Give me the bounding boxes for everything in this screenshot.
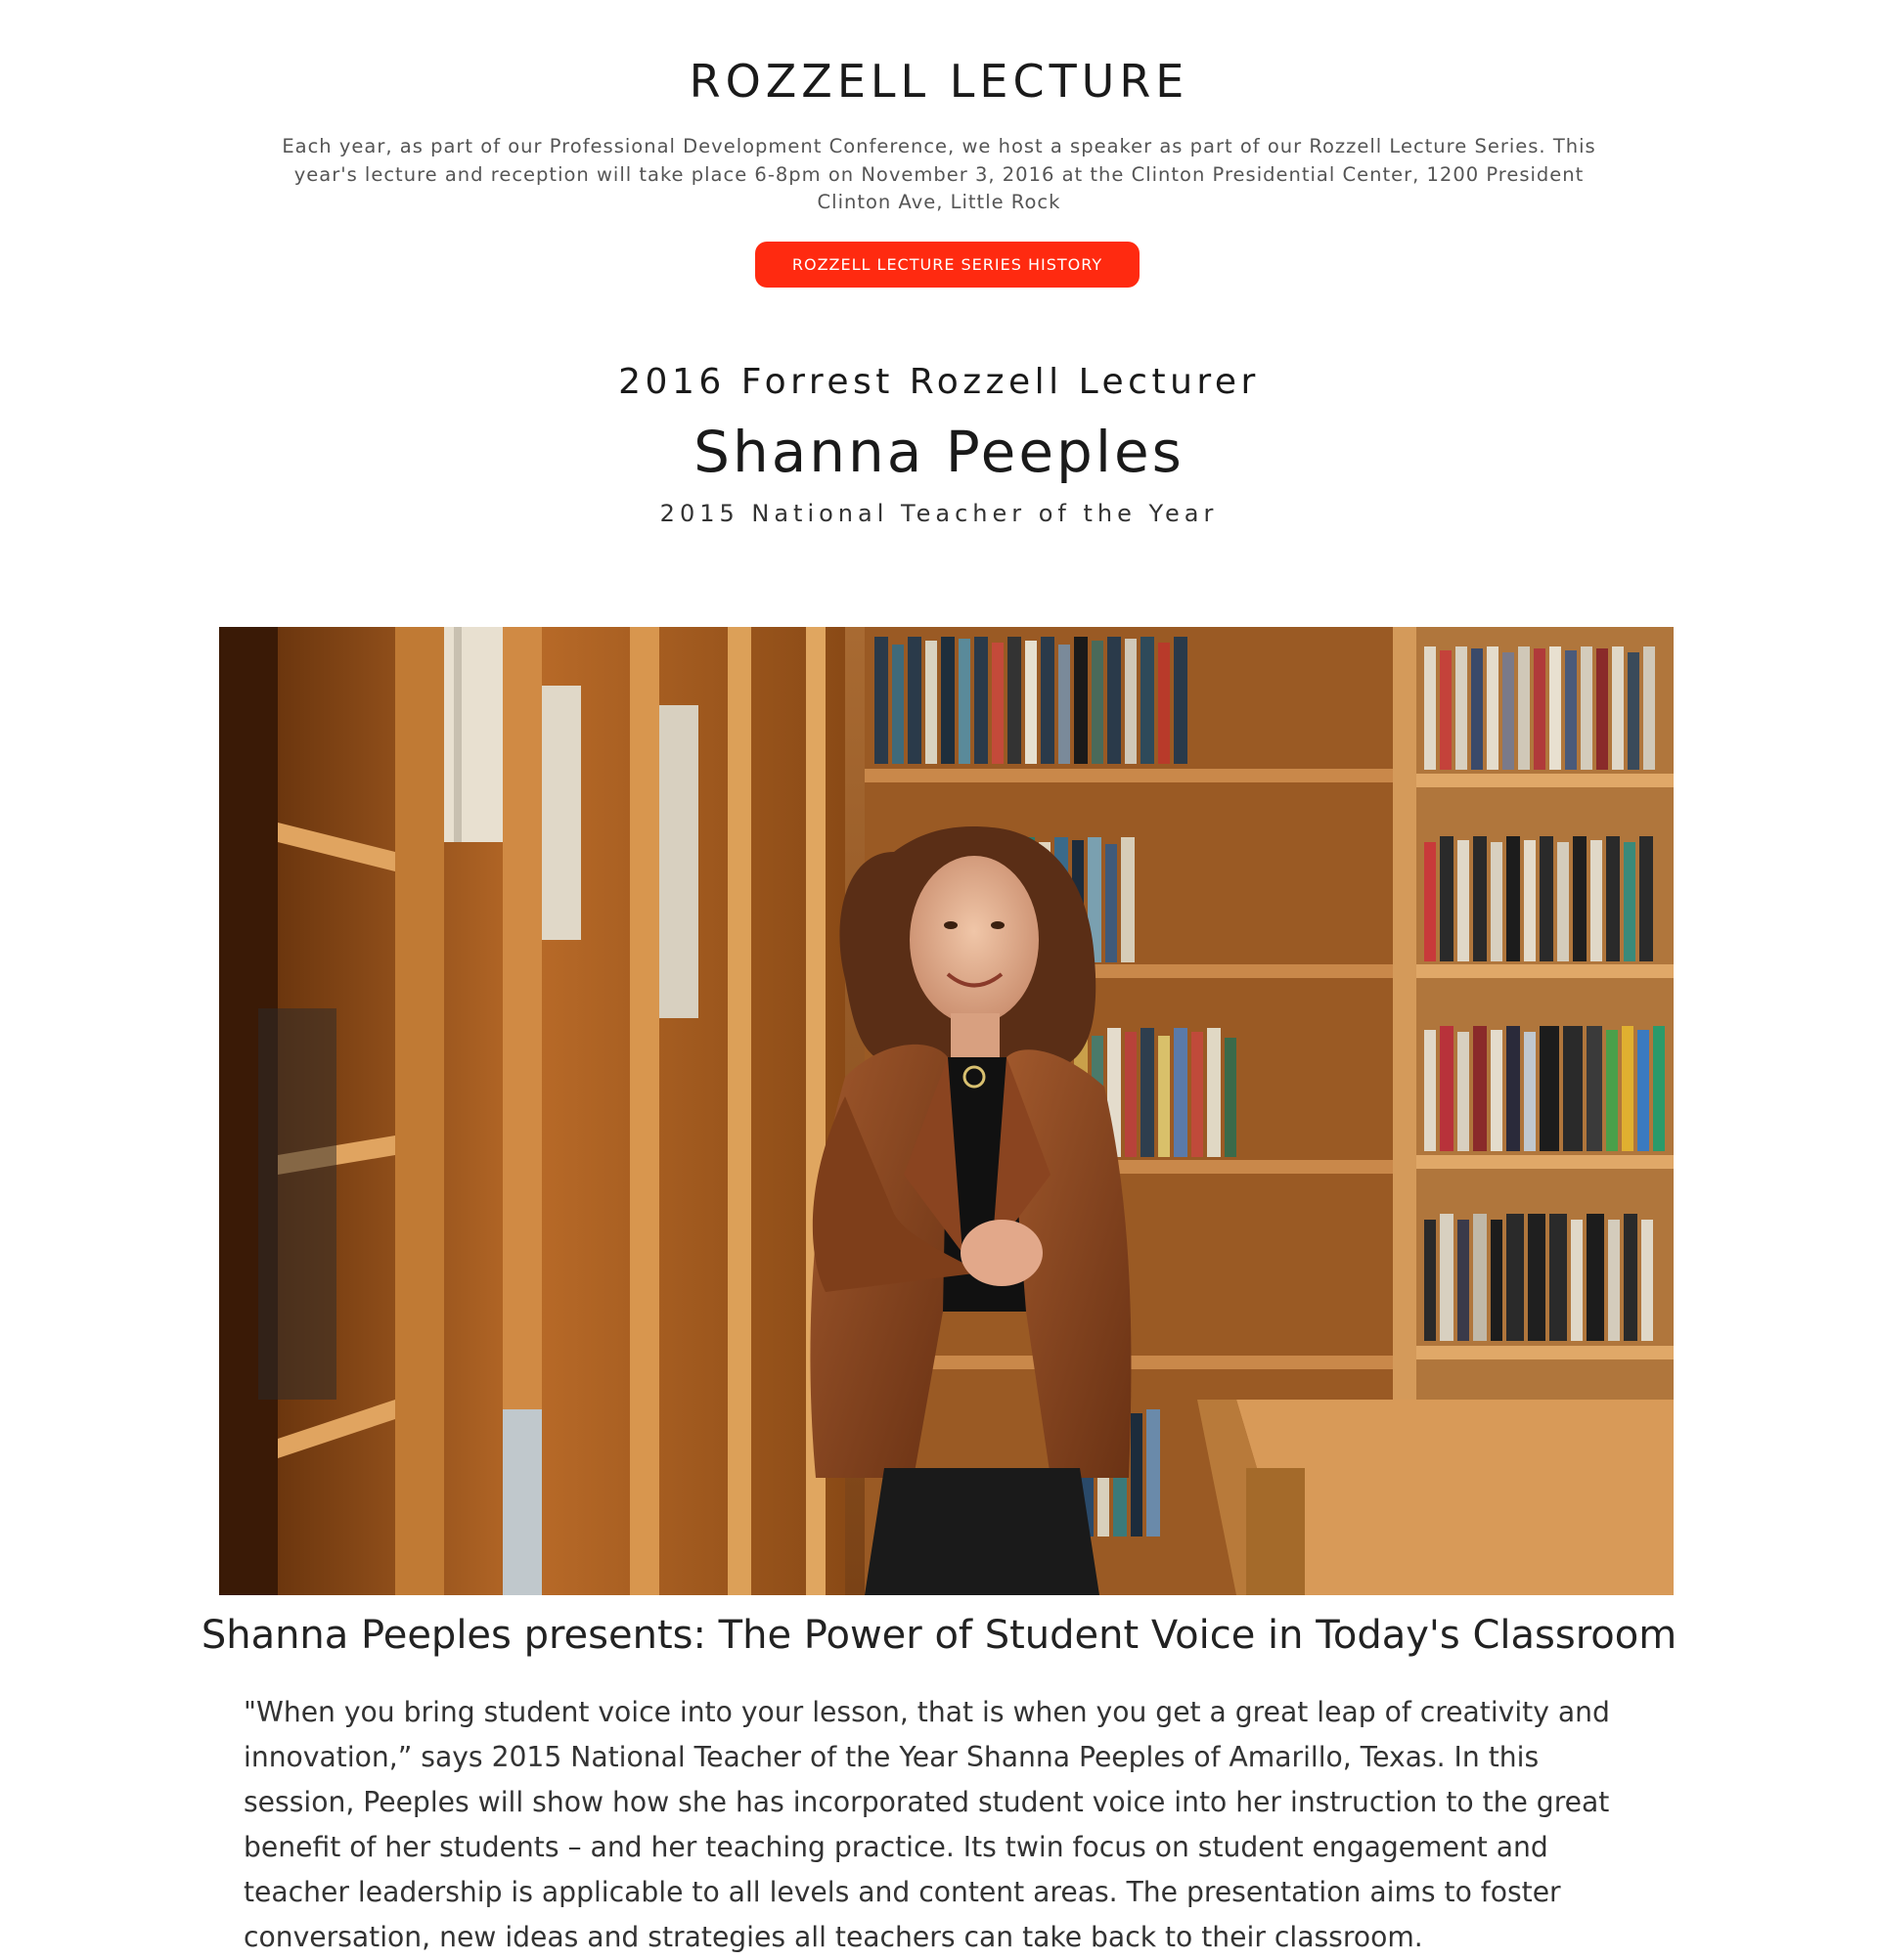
intro-text: Each year, as part of our Professional Development Conference, we host a speaker as part of our Rozzell Lecture Series. This year's lecture and reception will take place 6-8pm on November 3, 2016 at the Clinton Presidential Center, 1200 President Clinton Ave, Little Rock bbox=[282, 135, 1596, 213]
left-bookshelf bbox=[219, 627, 845, 1595]
portrait-photo-illustration bbox=[219, 627, 1674, 1595]
page-title: ROZZELL LECTURE bbox=[689, 55, 1189, 108]
lecturer-section bbox=[0, 362, 1878, 527]
lecturer-photo bbox=[219, 627, 1674, 1595]
header bbox=[0, 55, 1878, 217]
lecturer-kicker: 2016 Forrest Rozzell Lecturer bbox=[618, 362, 1260, 402]
talk-description: "When you bring student voice into your lesson, that is when you get a great leap of creativity and innovation,” says 2015 National Teacher of the Year Shanna Peeples of Amarillo, Texas. In this session, Peeples will show how she has incorporated student voice into her instruction to the great benefit of her students – and her teaching practice. Its twin focus on student engagement and teacher leadership is applicable to all levels and content areas. The presentation aims to foster conversation, new ideas and strategies all teachers can take back to their classroom. bbox=[244, 1696, 1610, 1953]
library-table bbox=[1197, 1400, 1674, 1595]
talk-title: Shanna Peeples presents: The Power of Student Voice in Today's Classroom bbox=[201, 1613, 1677, 1658]
lecturer-name: Shanna Peeples bbox=[693, 419, 1185, 485]
lecture-series-history-button[interactable]: ROZZELL LECTURE SERIES HISTORY bbox=[755, 242, 1140, 288]
lecturer-subtitle: 2015 National Teacher of the Year bbox=[659, 500, 1219, 527]
